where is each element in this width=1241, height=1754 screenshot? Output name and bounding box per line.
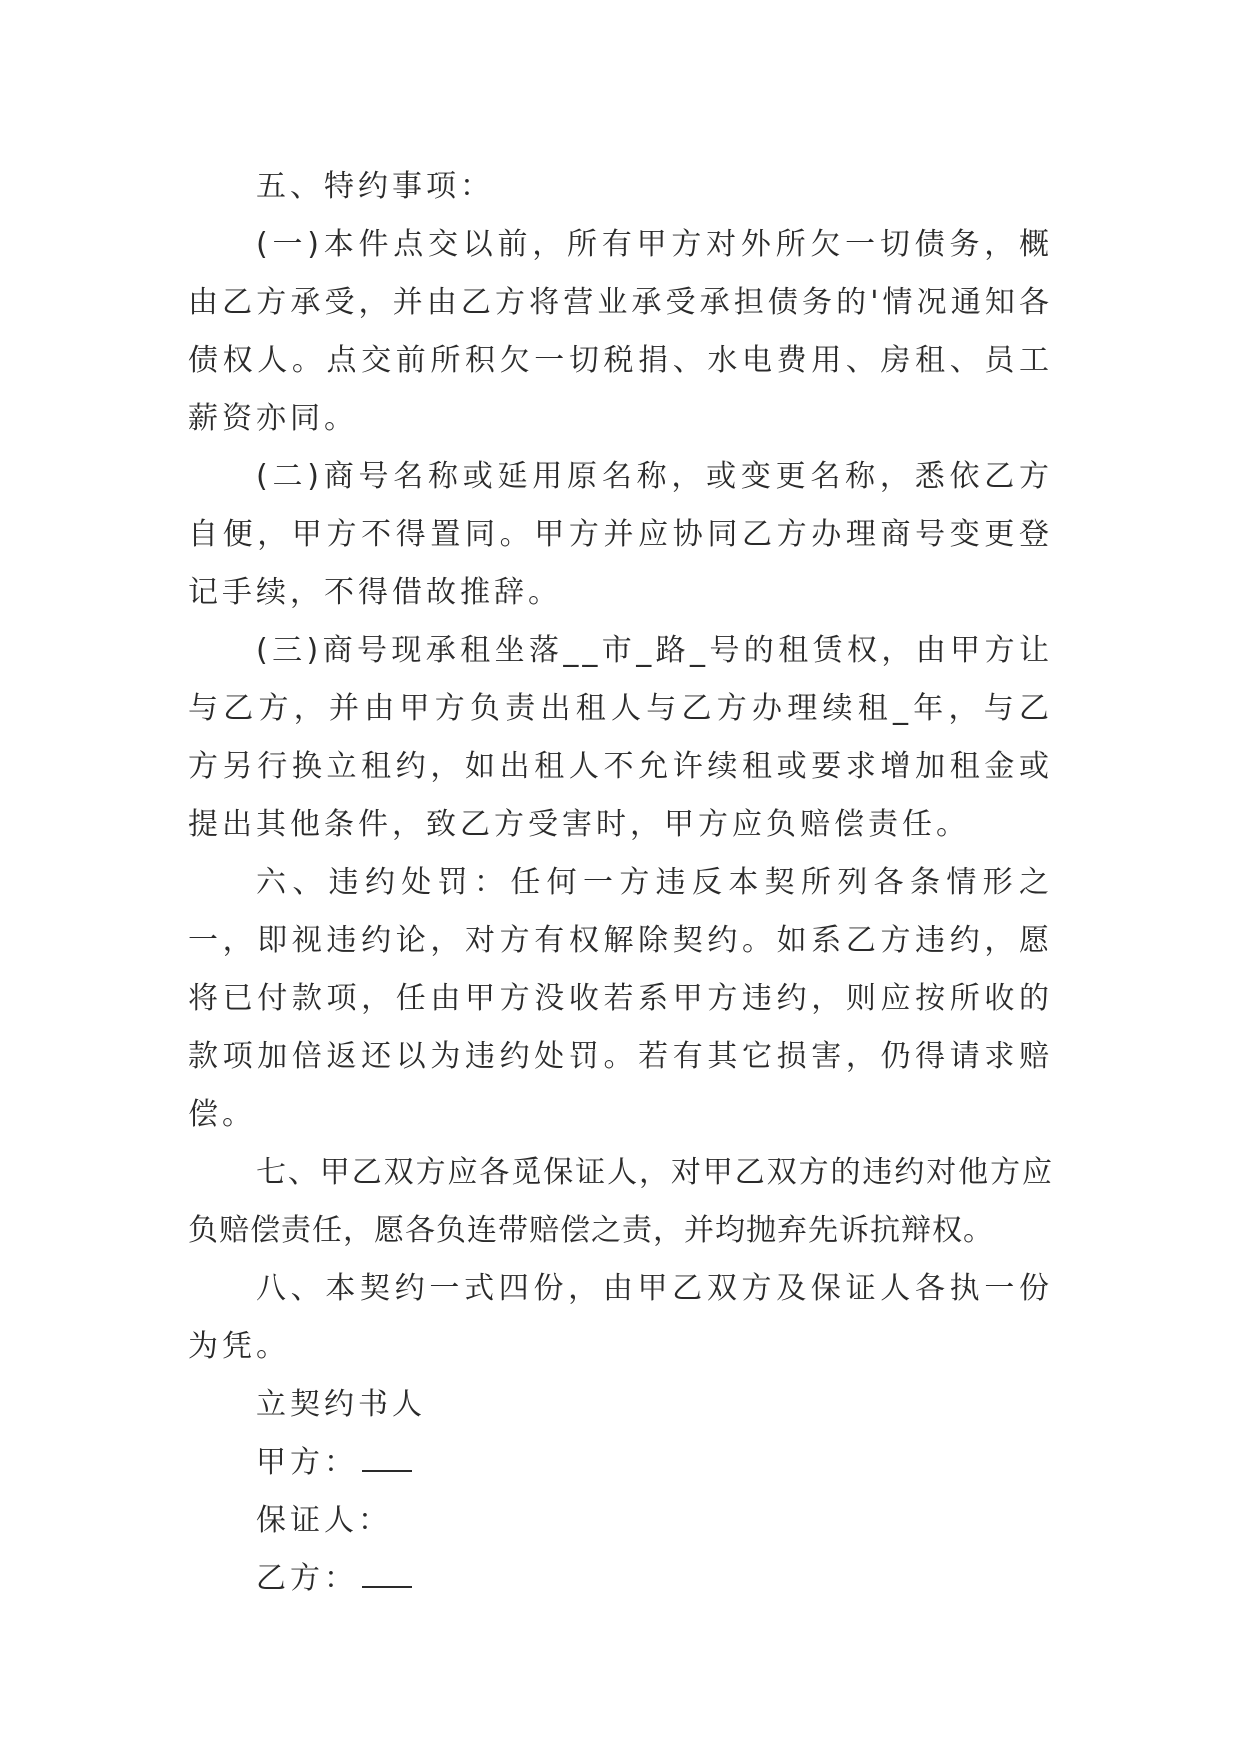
party-b-label: 乙方： [256,1561,358,1596]
section-5-clause-1: (一)本件点交以前，所有甲方对外所欠一切债务，概由乙方承受，并由乙方将营业承受承担债务的'情况通知各债权人。点交前所积欠一切税捐、水电费用、房租、员工薪资亦同。 [188,227,1053,436]
signature-heading: 立契约书人 [256,1387,426,1422]
section-8-copies: 八、本契约一式四份，由甲乙双方及保证人各执一份为凭。 [188,1271,1053,1364]
party-a-label: 甲方： [256,1445,358,1480]
contract-body [188,158,1053,1608]
guarantor-label: 保证人： [256,1503,392,1538]
section-7-guarantors: 七、甲乙双方应各觅保证人，对甲乙双方的违约对他方应负赔偿责任，愿各负连带赔偿之责，并均抛弃先诉抗辩权。 [188,1155,1053,1248]
section-6-penalty: 六、违约处罚：任何一方违反本契所列各条情形之一，即视违约论，对方有权解除契约。如系乙方违约，愿将已付款项，任由甲方没收若系甲方违约，则应按所收的款项加倍返还以为违约处罚。若有其它损害，仍得请求赔偿。 [188,865,1053,1132]
section-5-title: 五、特约事项： [256,169,494,204]
section-5-clause-2: (二)商号名称或延用原名称，或变更名称，悉依乙方自便，甲方不得置同。甲方并应协同乙方办理商号变更登记手续，不得借故推辞。 [188,459,1053,610]
party-b-line [188,1550,1053,1608]
guarantor-line [188,1492,1053,1550]
party-a-blank [362,1446,412,1472]
party-b-blank [362,1562,412,1588]
party-a-line [188,1434,1053,1492]
section-5-clause-3: (三)商号现承租坐落__市_路_号的租赁权，由甲方让与乙方，并由甲方负责出租人与乙方办理续租_年，与乙方另行换立租约，如出租人不允许续租或要求增加租金或提出其他条件，致乙方受害时，甲方应负赔偿责任。 [188,633,1053,842]
